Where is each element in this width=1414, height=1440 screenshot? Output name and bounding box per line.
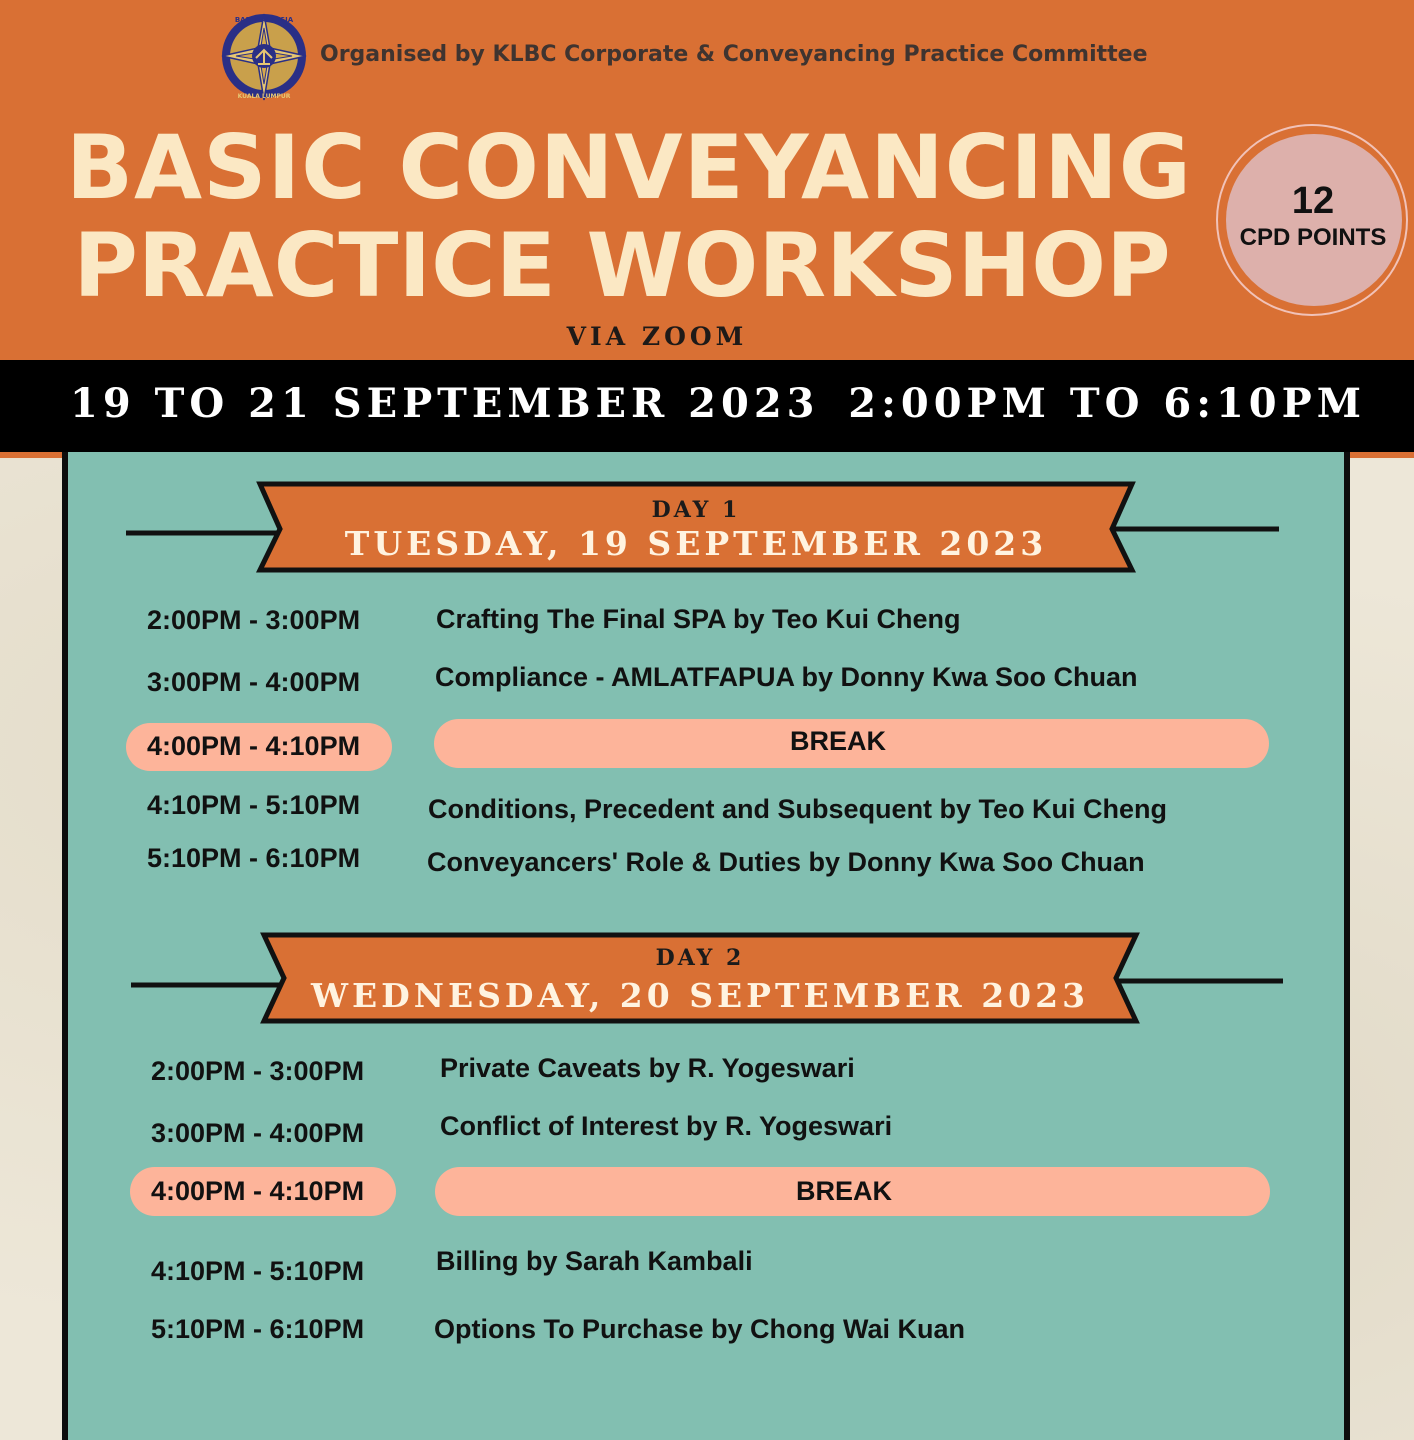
session-time: 2:00PM - 3:00PM xyxy=(147,605,361,635)
session-time: 3:00PM - 4:00PM xyxy=(147,667,361,697)
organiser-text: Organised by KLBC Corporate & Conveyancing Practice Committee xyxy=(320,42,1148,67)
day2-date: WEDNESDAY, 20 SEPTEMBER 2023 xyxy=(310,976,1090,1015)
session-title: Conditions, Precedent and Subsequent by Teo Kui Cheng xyxy=(428,794,1168,824)
session-title: Billing by Sarah Kambali xyxy=(436,1246,753,1276)
session-title: Crafting The Final SPA by Teo Kui Cheng xyxy=(436,604,961,634)
day1-date: TUESDAY, 19 SEPTEMBER 2023 xyxy=(344,524,1048,563)
cpd-label: CPD POINTS xyxy=(1239,224,1387,251)
day2-label: DAY 2 xyxy=(655,945,745,971)
title-line-2: PRACTICE WORKSHOP xyxy=(73,214,1171,317)
session-title: Options To Purchase by Chong Wai Kuan xyxy=(434,1314,966,1344)
session-title: Conflict of Interest by R. Yogeswari xyxy=(440,1111,893,1141)
break-time: 4:00PM - 4:10PM xyxy=(151,1176,365,1206)
session-title: Compliance - AMLATFAPUA by Donny Kwa Soo Chuan xyxy=(435,662,1138,692)
event-dates: 19 TO 21 SEPTEMBER 2023 xyxy=(70,380,820,427)
session-time: 4:10PM - 5:10PM xyxy=(151,1256,365,1286)
session-time: 2:00PM - 3:00PM xyxy=(151,1056,365,1086)
break-label: BREAK xyxy=(789,726,886,756)
session-time: 5:10PM - 6:10PM xyxy=(151,1314,365,1344)
session-time: 3:00PM - 4:00PM xyxy=(151,1118,365,1148)
svg-text:KUALA LUMPUR: KUALA LUMPUR xyxy=(237,93,291,100)
break-time: 4:00PM - 4:10PM xyxy=(147,731,361,761)
session-title: Private Caveats by R. Yogeswari xyxy=(440,1053,855,1083)
break-label: BREAK xyxy=(795,1176,892,1206)
platform-label: VIA ZOOM xyxy=(566,322,748,351)
cpd-number: 12 xyxy=(1291,180,1335,222)
svg-text:BAR MALAYSIA: BAR MALAYSIA xyxy=(234,16,294,24)
session-title: Conveyancers' Role & Duties by Donny Kwa Soo Chuan xyxy=(427,847,1145,877)
event-time: 2:00PM TO 6:10PM xyxy=(848,380,1366,427)
session-time: 4:10PM - 5:10PM xyxy=(147,790,361,820)
day1-label: DAY 1 xyxy=(651,497,741,523)
title-line-1: BASIC CONVEYANCING xyxy=(65,116,1193,219)
session-time: 5:10PM - 6:10PM xyxy=(147,843,361,873)
